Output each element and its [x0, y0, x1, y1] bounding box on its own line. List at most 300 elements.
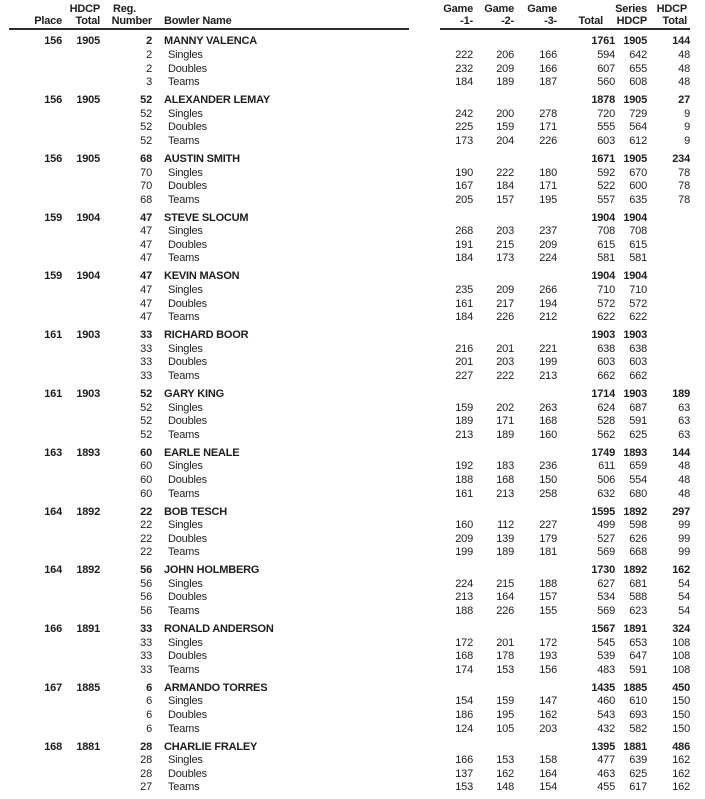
game2-score: 164 [496, 591, 514, 604]
event-reg-number: 60 [140, 473, 152, 486]
event-total: 534 [597, 591, 615, 604]
place-empty [0, 76, 62, 90]
event-row [0, 709, 690, 723]
game3-score: 194 [539, 297, 557, 310]
bowler-block [0, 329, 690, 383]
game1-score: 268 [455, 225, 473, 238]
game2-empty [473, 741, 514, 755]
event-row [0, 637, 690, 651]
bowler-block [0, 212, 690, 266]
game2-score: 159 [496, 121, 514, 134]
event-row [0, 519, 690, 533]
bowler-summary-row [0, 388, 690, 402]
event-series-hdcp: 662 [629, 370, 647, 382]
hdcp-total-empty [62, 180, 100, 194]
bowler-block [0, 94, 690, 148]
event-total: 562 [597, 428, 615, 441]
scratch-total-value: 1567 [591, 623, 615, 636]
hdcp-total-empty [62, 402, 100, 416]
hdcp-total-empty [62, 284, 100, 298]
series-hdcp-value: 1892 [623, 505, 647, 518]
event-series-hdcp: 708 [629, 225, 647, 238]
place-empty [0, 108, 62, 122]
game3-empty [514, 329, 557, 343]
event-name: Doubles [168, 650, 207, 663]
event-series-hdcp: 603 [629, 356, 647, 369]
event-row [0, 723, 690, 737]
event-reg-number: 70 [140, 180, 152, 193]
event-row [0, 754, 690, 768]
event-series-hdcp: 612 [629, 134, 647, 147]
event-reg-number: 70 [140, 166, 152, 179]
hdcp-total-empty [62, 768, 100, 782]
game2-score: 162 [496, 767, 514, 780]
bowler-name-header-spacer [152, 3, 440, 15]
game2-empty [473, 270, 514, 284]
game1-header-line2: -1- [460, 15, 473, 27]
event-name: Teams [168, 311, 200, 324]
reg-number-value: 56 [140, 564, 152, 577]
game3-score: 212 [539, 311, 557, 324]
game3-empty [514, 623, 557, 637]
place-empty [0, 754, 62, 768]
hdcp-total-empty [62, 311, 100, 325]
event-row [0, 768, 690, 782]
reg-number-value: 2 [146, 35, 152, 48]
event-reg-number: 22 [140, 546, 152, 559]
hdcp-total-value: 1905 [76, 152, 100, 165]
event-reg-number: 47 [140, 225, 152, 238]
place-empty [0, 768, 62, 782]
hdcp-value [647, 212, 690, 226]
table-header-line1 [0, 3, 690, 15]
event-hdcp: 78 [678, 166, 690, 179]
hdcp-total-value: 1903 [76, 387, 100, 400]
event-hdcp: 63 [678, 401, 690, 414]
event-name: Singles [168, 342, 203, 355]
game1-empty [440, 94, 473, 108]
event-total: 543 [597, 709, 615, 721]
game3-empty [514, 153, 557, 167]
game3-score: 147 [539, 695, 557, 708]
event-hdcp [647, 225, 690, 239]
game2-score: 189 [496, 546, 514, 559]
game1-score: 184 [455, 311, 473, 324]
event-name: Doubles [168, 709, 207, 721]
event-row [0, 49, 690, 63]
game2-score: 202 [496, 401, 514, 414]
game3-score: 154 [539, 781, 557, 794]
game3-empty [514, 35, 557, 49]
event-row [0, 695, 690, 709]
game3-empty [514, 506, 557, 520]
event-reg-number: 47 [140, 284, 152, 297]
place-empty [0, 343, 62, 357]
game3-score: 171 [539, 180, 557, 193]
event-hdcp: 48 [678, 76, 690, 89]
event-row [0, 63, 690, 77]
game3-score: 181 [539, 546, 557, 559]
event-total: 506 [597, 473, 615, 486]
reg-number-value: 28 [140, 740, 152, 753]
place-empty [0, 605, 62, 619]
game3-score: 209 [539, 238, 557, 251]
series-hdcp-value: 1903 [623, 329, 647, 342]
event-reg-number: 2 [146, 62, 152, 75]
place-empty [0, 402, 62, 416]
place-empty [0, 180, 62, 194]
place-value: 164 [44, 505, 62, 518]
hdcp-total-right-header-line1: HDCP [656, 3, 687, 15]
event-row [0, 225, 690, 239]
event-total: 632 [597, 487, 615, 500]
event-total: 611 [598, 460, 615, 473]
event-series-hdcp: 625 [629, 767, 647, 780]
place-empty [0, 723, 62, 737]
game1-score: 201 [455, 356, 473, 369]
event-total: 569 [597, 546, 615, 559]
event-hdcp: 48 [678, 48, 690, 61]
bowler-summary-row [0, 564, 690, 578]
event-total: 499 [597, 519, 615, 532]
place-empty [0, 695, 62, 709]
bowler-block [0, 447, 690, 501]
hdcp-total-empty [62, 591, 100, 605]
series-hdcp-header-line1: Series [615, 3, 647, 15]
place-value: 159 [44, 270, 62, 283]
game1-score: 209 [455, 532, 473, 545]
event-series-hdcp: 653 [629, 636, 647, 649]
bowler-name: MANNY VALENCA [164, 35, 257, 48]
event-name: Doubles [168, 473, 207, 486]
event-row [0, 664, 690, 678]
event-row [0, 402, 690, 416]
hdcp-value [647, 270, 690, 284]
event-row [0, 180, 690, 194]
game1-empty [440, 447, 473, 461]
event-series-hdcp: 600 [629, 180, 647, 193]
reg-number-value: 52 [140, 94, 152, 107]
game2-score: 178 [496, 650, 514, 663]
game1-empty [440, 270, 473, 284]
game2-score: 203 [496, 356, 514, 369]
reg-header-line2: Number [111, 15, 152, 27]
event-total: 555 [597, 121, 615, 134]
series-hdcp-value: 1904 [623, 270, 647, 283]
event-name: Teams [168, 193, 200, 206]
game3-score: 155 [539, 605, 557, 618]
event-name: Singles [168, 519, 203, 532]
place-empty [0, 298, 62, 312]
event-hdcp: 54 [678, 605, 690, 618]
bowler-name: JOHN HOLMBERG [164, 564, 260, 577]
game3-score: 203 [539, 722, 557, 735]
event-hdcp: 150 [672, 722, 690, 735]
hdcp-total-empty [62, 225, 100, 239]
header-rules [0, 27, 690, 31]
game2-header-line1: Game [484, 3, 514, 15]
place-empty [0, 239, 62, 253]
event-name: Singles [168, 107, 203, 120]
game1-score: 189 [455, 415, 473, 428]
game2-score: 105 [496, 722, 514, 735]
event-series-hdcp: 642 [629, 48, 647, 61]
game2-empty [473, 388, 514, 402]
place-value: 163 [44, 446, 62, 459]
place-empty [0, 415, 62, 429]
hdcp-total-empty [62, 356, 100, 370]
event-series-hdcp: 670 [629, 166, 647, 179]
hdcp-value: 324 [672, 623, 690, 636]
place-empty [0, 519, 62, 533]
series-hdcp-value: 1885 [623, 681, 647, 694]
hdcp-total-value: 1904 [76, 211, 100, 224]
event-reg-number: 33 [140, 636, 152, 649]
game3-score: 156 [539, 663, 557, 676]
hdcp-total-empty [62, 429, 100, 443]
game2-score: 204 [496, 134, 514, 147]
reg-header-line1: Reg. [113, 3, 137, 15]
event-hdcp [647, 311, 690, 325]
game1-score: 213 [455, 428, 473, 441]
event-hdcp: 150 [672, 709, 690, 721]
hdcp-total-empty [62, 605, 100, 619]
event-series-hdcp: 693 [629, 709, 647, 721]
event-series-hdcp: 659 [629, 460, 647, 473]
hdcp-total-empty [62, 488, 100, 502]
event-series-hdcp: 582 [629, 722, 647, 735]
event-series-hdcp: 639 [629, 754, 647, 767]
bowler-name-header: Bowler Name [164, 15, 232, 27]
event-total: 607 [597, 62, 615, 75]
game3-empty [514, 447, 557, 461]
game2-score: 226 [496, 605, 514, 618]
total-header: Total [578, 15, 603, 27]
game3-empty [514, 682, 557, 696]
game2-empty [473, 506, 514, 520]
place-empty [0, 591, 62, 605]
event-row [0, 343, 690, 357]
game2-score: 215 [496, 238, 514, 251]
event-row [0, 781, 690, 795]
game3-score: 258 [539, 487, 557, 500]
series-hdcp-value: 1893 [623, 446, 647, 459]
hdcp-total-empty [62, 167, 100, 181]
game3-score: 199 [539, 356, 557, 369]
event-series-hdcp: 638 [629, 342, 647, 355]
place-empty [0, 370, 62, 384]
event-series-hdcp: 591 [629, 663, 647, 676]
scratch-total-value: 1714 [591, 387, 615, 400]
event-name: Teams [168, 487, 200, 500]
event-reg-number: 3 [146, 76, 152, 89]
event-reg-number: 56 [140, 591, 152, 604]
hdcp-total-empty [62, 63, 100, 77]
event-reg-number: 60 [140, 460, 152, 473]
game3-score: 237 [539, 225, 557, 238]
game1-empty [440, 329, 473, 343]
total-header-spacer [557, 3, 615, 15]
game2-score: 184 [496, 180, 514, 193]
event-hdcp: 108 [672, 650, 690, 663]
event-total: 483 [597, 663, 615, 676]
place-empty [0, 460, 62, 474]
place-empty [0, 284, 62, 298]
event-reg-number: 28 [140, 767, 152, 780]
event-hdcp: 48 [678, 473, 690, 486]
game1-score: 168 [455, 650, 473, 663]
game1-score: 153 [455, 781, 473, 794]
event-total: 720 [597, 107, 615, 120]
hdcp-total-empty [62, 650, 100, 664]
event-name: Teams [168, 605, 200, 618]
event-hdcp: 48 [678, 487, 690, 500]
game3-score: 263 [539, 401, 557, 414]
event-reg-number: 6 [146, 709, 152, 721]
event-reg-number: 52 [140, 415, 152, 428]
scratch-total-value: 1395 [591, 740, 615, 753]
game3-score: 179 [539, 532, 557, 545]
event-row [0, 474, 690, 488]
bowler-name: KEVIN MASON [164, 270, 240, 283]
event-reg-number: 33 [140, 370, 152, 382]
hdcp-value [647, 329, 690, 343]
place-empty [0, 781, 62, 795]
place-value: 167 [44, 681, 62, 694]
hdcp-total-empty [62, 637, 100, 651]
game1-score: 160 [455, 519, 473, 532]
game1-score: 225 [455, 121, 473, 134]
series-hdcp-value: 1905 [623, 152, 647, 165]
bowler-block [0, 388, 690, 442]
scratch-total-value: 1595 [591, 505, 615, 518]
game1-empty [440, 623, 473, 637]
game2-empty [473, 94, 514, 108]
hdcp-total-right-header-line2: Total [662, 15, 687, 27]
scratch-total-value: 1878 [591, 94, 615, 107]
game1-empty [440, 212, 473, 226]
event-reg-number: 28 [140, 754, 152, 767]
event-hdcp: 162 [672, 781, 690, 794]
hdcp-total-value: 1905 [76, 94, 100, 107]
place-empty [0, 311, 62, 325]
place-empty [0, 709, 62, 723]
bowler-name: STEVE SLOCUM [164, 211, 249, 224]
reg-number-value: 68 [140, 152, 152, 165]
event-hdcp: 162 [672, 767, 690, 780]
game1-score: 188 [455, 605, 473, 618]
event-series-hdcp: 680 [629, 487, 647, 500]
event-hdcp: 99 [678, 532, 690, 545]
event-reg-number: 27 [140, 781, 152, 794]
event-reg-number: 68 [140, 193, 152, 206]
game1-empty [440, 506, 473, 520]
game2-score: 200 [496, 107, 514, 120]
game1-score: 173 [455, 134, 473, 147]
hdcp-total-empty [62, 754, 100, 768]
game1-score: 154 [455, 695, 473, 708]
game1-score: 184 [455, 76, 473, 89]
hdcp-total-value: 1904 [76, 270, 100, 283]
event-series-hdcp: 588 [629, 591, 647, 604]
event-reg-number: 52 [140, 134, 152, 147]
event-row [0, 488, 690, 502]
event-series-hdcp: 617 [629, 781, 647, 794]
game2-score: 203 [496, 225, 514, 238]
event-series-hdcp: 668 [629, 546, 647, 559]
game3-score: 227 [539, 519, 557, 532]
event-row [0, 239, 690, 253]
game1-empty [440, 35, 473, 49]
event-name: Doubles [168, 180, 207, 193]
event-name: Singles [168, 166, 203, 179]
event-hdcp [647, 239, 690, 253]
event-total: 622 [597, 311, 615, 324]
event-series-hdcp: 610 [629, 695, 647, 708]
event-name: Singles [168, 695, 203, 708]
game2-score: 171 [496, 415, 514, 428]
game1-header-line1: Game [443, 3, 473, 15]
bowler-block [0, 564, 690, 618]
event-series-hdcp: 554 [629, 473, 647, 486]
event-name: Teams [168, 76, 200, 89]
game3-empty [514, 741, 557, 755]
event-row [0, 578, 690, 592]
game1-score: 161 [455, 297, 473, 310]
hdcp-total-value: 1905 [76, 35, 100, 48]
event-series-hdcp: 626 [629, 532, 647, 545]
event-series-hdcp: 598 [629, 519, 647, 532]
series-hdcp-value: 1905 [623, 35, 647, 48]
event-hdcp: 9 [684, 107, 690, 120]
game3-score: 221 [539, 342, 557, 355]
event-hdcp: 48 [678, 460, 690, 473]
event-row [0, 121, 690, 135]
event-row [0, 650, 690, 664]
game1-score: 161 [455, 487, 473, 500]
hdcp-total-value: 1892 [76, 505, 100, 518]
event-total: 624 [597, 401, 615, 414]
event-series-hdcp: 572 [629, 297, 647, 310]
game3-score: 188 [539, 577, 557, 590]
bowler-name: RONALD ANDERSON [164, 623, 274, 636]
game1-empty [440, 153, 473, 167]
event-reg-number: 52 [140, 428, 152, 441]
place-empty [0, 650, 62, 664]
hdcp-total-empty [62, 474, 100, 488]
series-hdcp-value: 1892 [623, 564, 647, 577]
reg-number-value: 6 [146, 681, 152, 694]
place-value: 161 [44, 329, 62, 342]
place-empty [0, 488, 62, 502]
reg-number-value: 52 [140, 387, 152, 400]
game2-score: 189 [496, 76, 514, 89]
header-rule-right [440, 28, 690, 30]
game2-score: 139 [496, 532, 514, 545]
game1-score: 205 [455, 193, 473, 206]
place-value: 161 [44, 387, 62, 400]
hdcp-value: 162 [672, 564, 690, 577]
game1-score: 216 [455, 342, 473, 355]
event-total: 539 [597, 650, 615, 663]
hdcp-total-empty [62, 664, 100, 678]
bowler-name: RICHARD BOOR [164, 329, 249, 342]
bowler-block [0, 506, 690, 560]
event-hdcp: 162 [672, 754, 690, 767]
event-series-hdcp: 622 [629, 311, 647, 324]
game1-score: 167 [455, 180, 473, 193]
hdcp-total-empty [62, 781, 100, 795]
